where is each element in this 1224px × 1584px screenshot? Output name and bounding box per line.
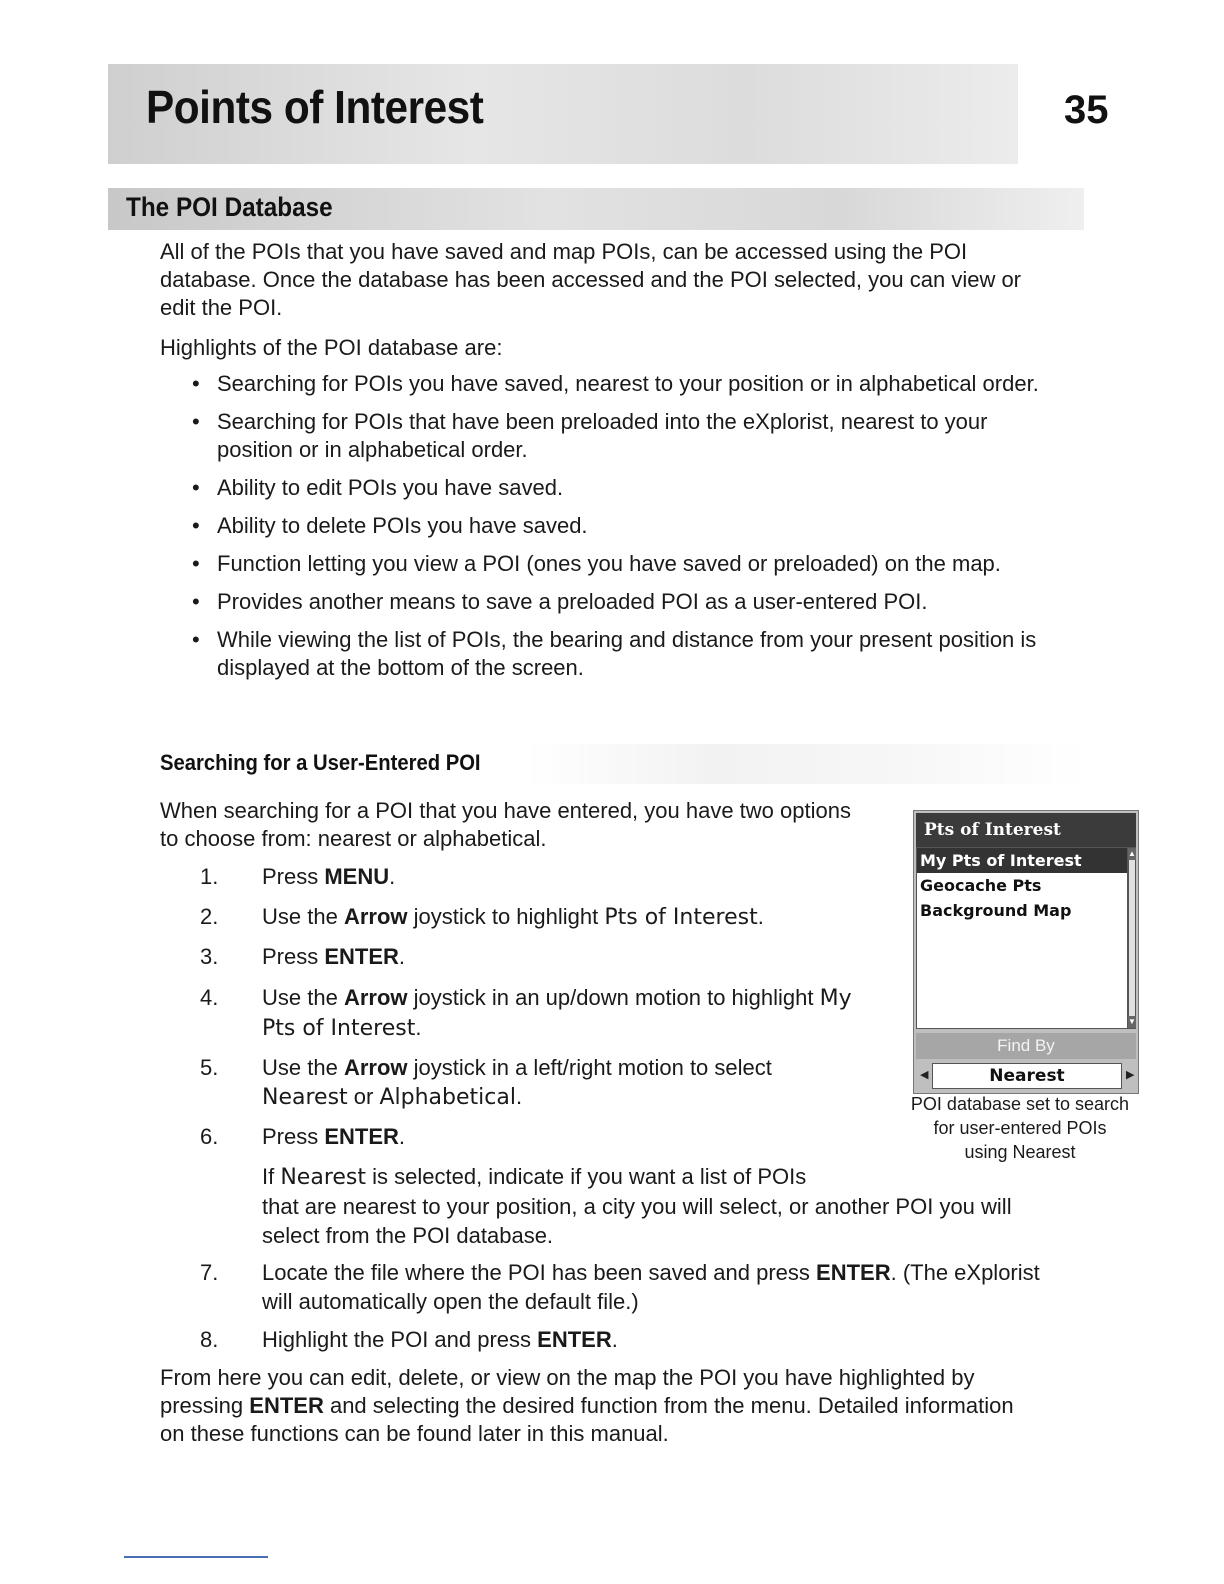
device-scrollbar[interactable]: [1128, 847, 1136, 1029]
find-by-selector[interactable]: [916, 1061, 1136, 1091]
bullet-icon: •: [192, 551, 200, 576]
find-by-label: Find By: [916, 1033, 1136, 1059]
scroll-up-icon[interactable]: ▲: [1128, 849, 1136, 858]
bullet-icon: •: [192, 627, 200, 652]
section-intro: [160, 238, 1021, 322]
list-item: • Searching for POIs that have been preloaded into the eXplorist, nearest to your position or in alphabetical order.: [192, 409, 988, 462]
device-list-item-background-map[interactable]: Background Map: [920, 901, 1072, 920]
page-number: 35: [1064, 88, 1109, 132]
footer-rule: [124, 1556, 268, 1558]
device-poi-list: [916, 847, 1128, 1029]
chapter-title: Points of Interest: [146, 81, 484, 133]
list-item: • While viewing the list of POIs, the bearing and distance from your present position is displayed at the bottom of the screen.: [192, 627, 1037, 680]
list-item: • Function letting you view a POI (ones you have saved or preloaded) on the map.: [192, 551, 1001, 576]
intro-line: edit the POI.: [160, 295, 283, 320]
intro-line: to choose from: nearest or alphabetical.: [160, 826, 547, 851]
bullet-icon: •: [192, 589, 200, 614]
scroll-down-icon[interactable]: ▼: [1128, 1017, 1136, 1026]
bullet-icon: •: [192, 409, 200, 434]
intro-line: All of the POIs that you have saved and map POIs, can be accessed using the POI: [160, 239, 968, 264]
arrow-left-icon[interactable]: ◀: [920, 1069, 929, 1081]
bullet-icon: •: [192, 513, 200, 538]
device-screen-header: Pts of Interest: [916, 813, 1136, 847]
device-list-item-geocache[interactable]: Geocache Pts: [920, 876, 1042, 895]
intro-line: database. Once the database has been accessed and the POI selected, you can view or: [160, 267, 1022, 292]
section-title: The POI Database: [126, 192, 333, 222]
arrow-right-icon[interactable]: ▶: [1126, 1069, 1135, 1081]
subsection-intro: [160, 797, 851, 853]
highlights-list: [192, 370, 1112, 692]
highlights-intro: Highlights of the POI database are:: [160, 335, 503, 360]
bullet-icon: •: [192, 371, 200, 396]
device-screen: [913, 810, 1139, 1094]
list-item: • Provides another means to save a preloaded POI as a user-entered POI.: [192, 589, 928, 614]
intro-line: When searching for a POI that you have entered, you have two options: [160, 798, 851, 823]
closing-paragraph: From here you can edit, delete, or view on the map the POI you have highlighted by pressing ENTER and selecting the desired function from the menu. Detailed information on these functions can be found later in this manual.: [160, 1365, 1014, 1446]
bullet-icon: •: [192, 475, 200, 500]
list-item: • Ability to edit POIs you have saved.: [192, 475, 564, 500]
device-list-item-my-pts[interactable]: My Pts of Interest: [917, 848, 1127, 873]
subsection-title: Searching for a User-Entered POI: [160, 750, 481, 775]
find-by-value[interactable]: Nearest: [932, 1063, 1122, 1089]
list-item: • Ability to delete POIs you have saved.: [192, 513, 588, 538]
list-item: • Searching for POIs you have saved, nearest to your position or in alphabetical order.: [192, 371, 1039, 396]
figure-caption: POI database set to search for user-entered POIs using Nearest: [910, 1094, 1130, 1162]
